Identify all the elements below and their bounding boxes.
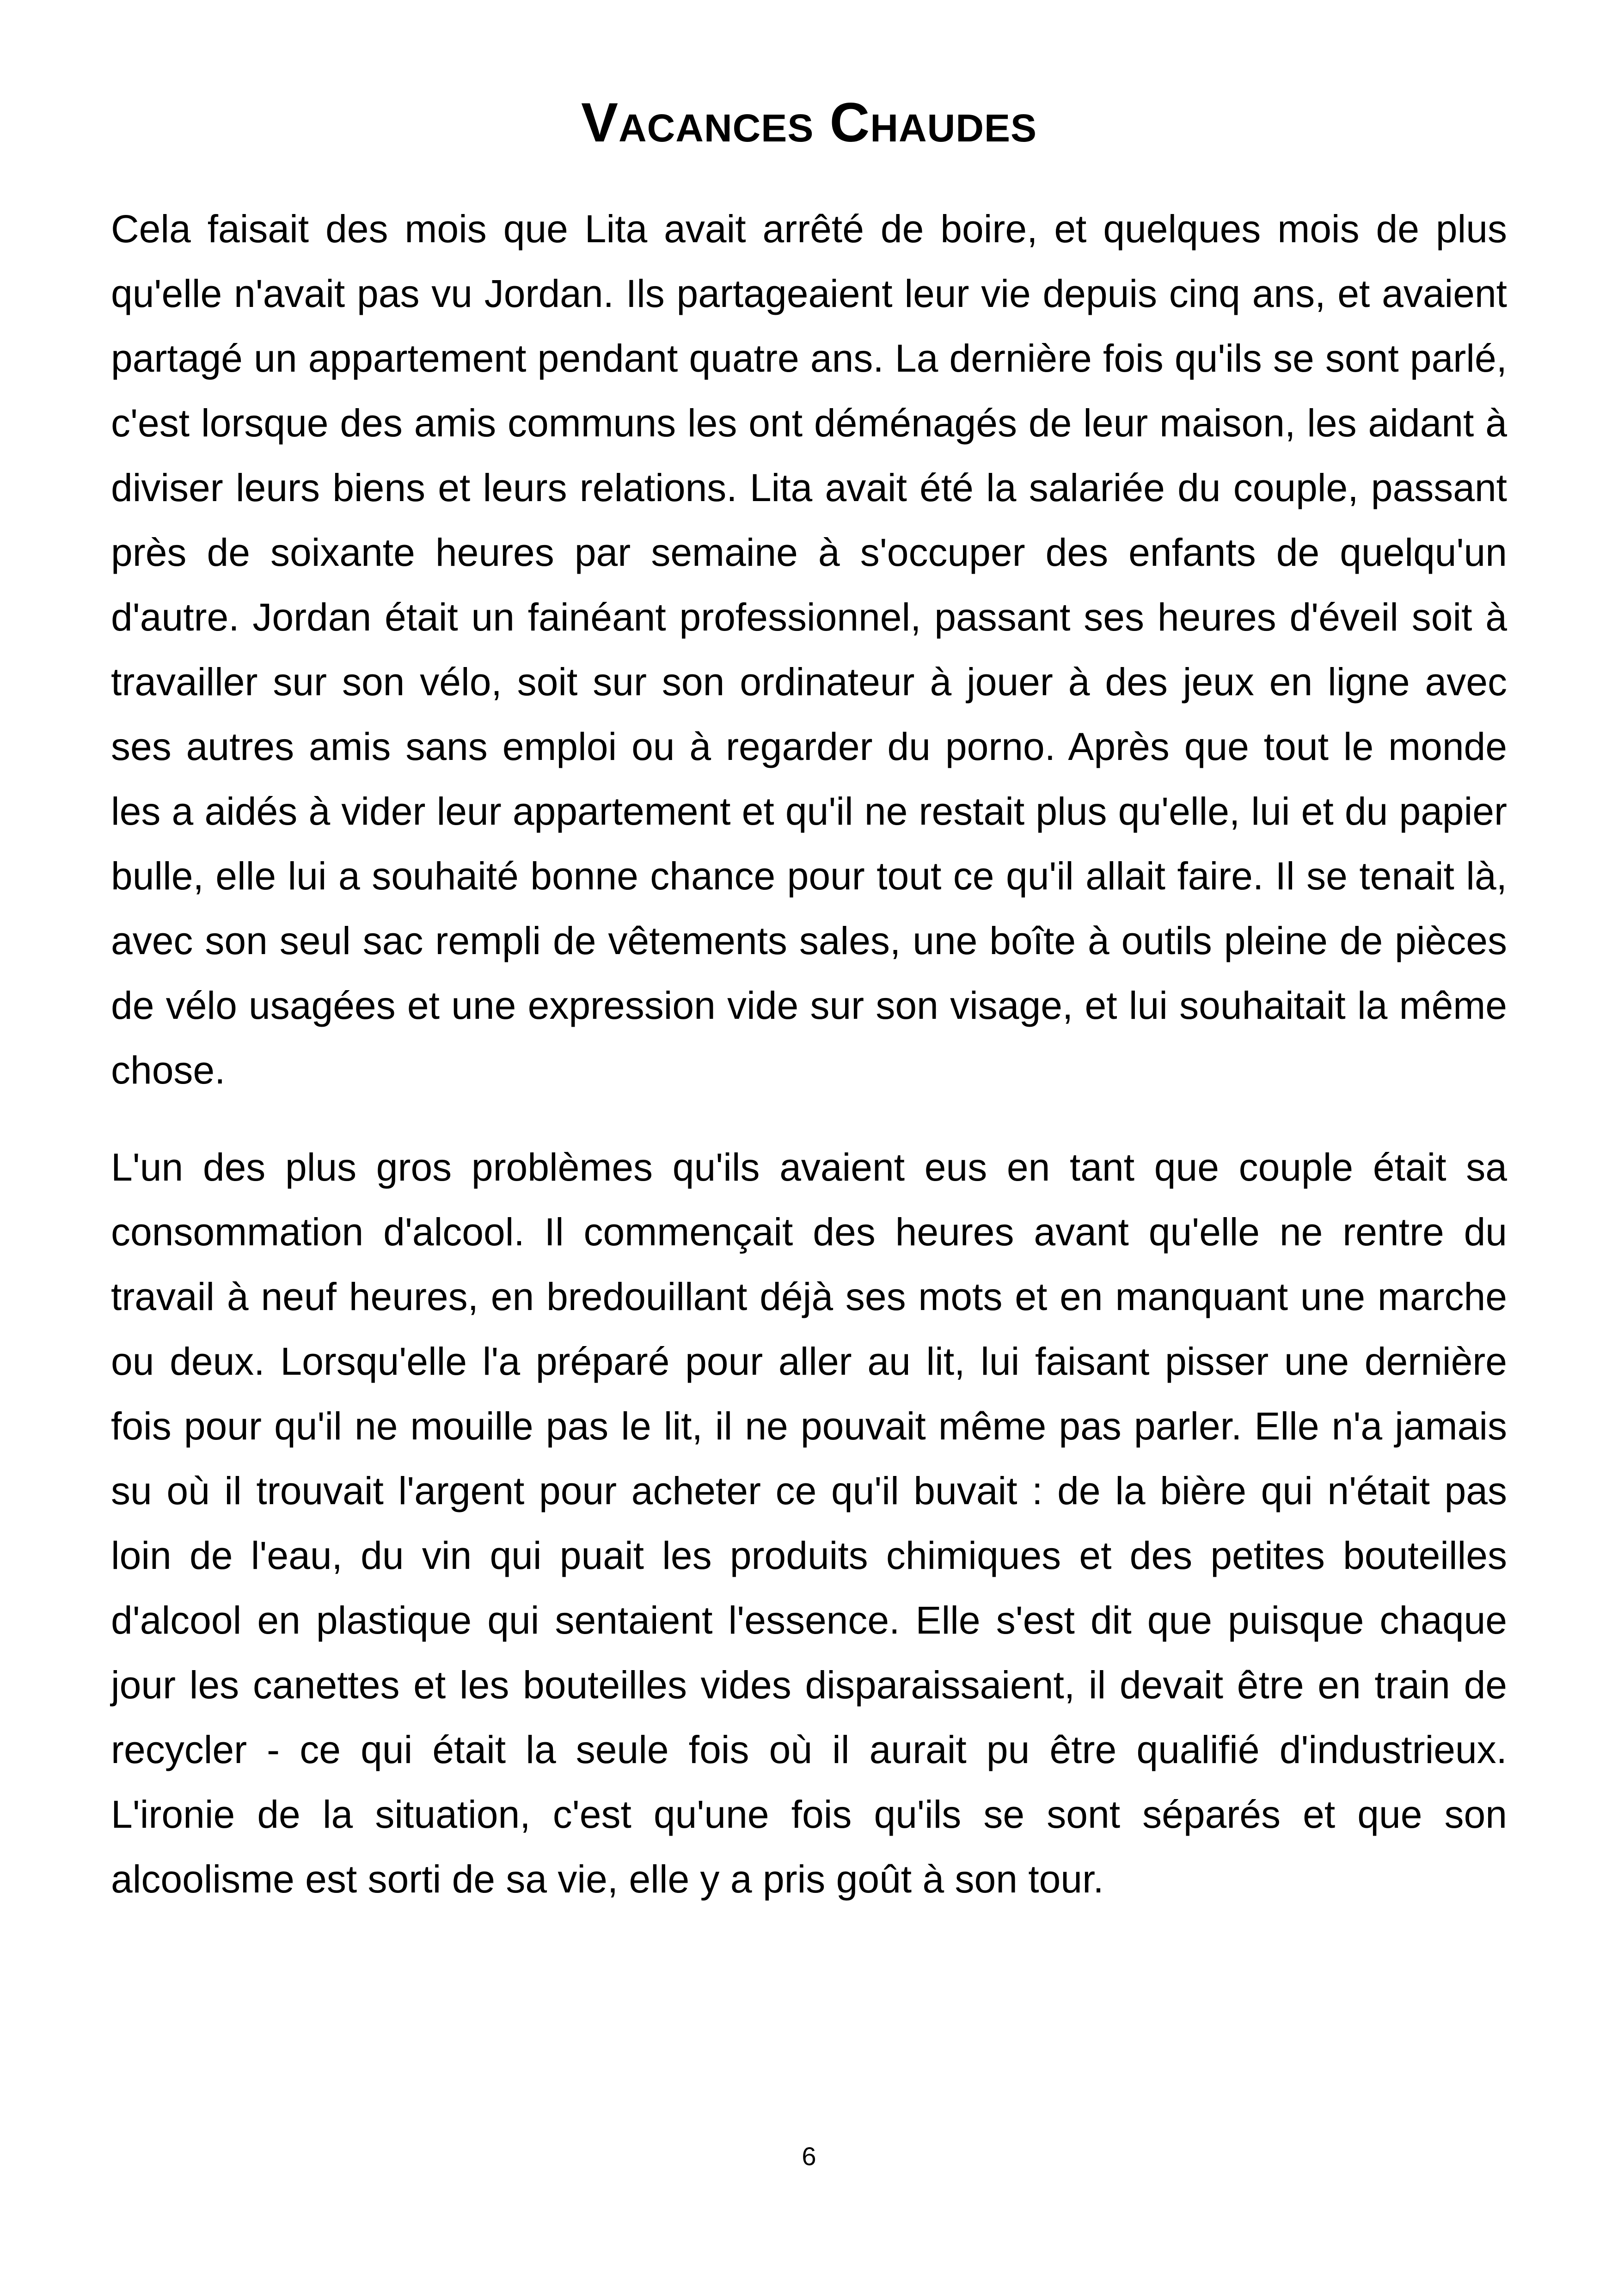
paragraph-1: Cela faisait des mois que Lita avait arrêté de boire, et quelques mois de plus qu'elle n'avait pas vu Jordan. Ils partageaient leur vie depuis cinq ans, et avaient partagé un appartement pendant quatre ans. La dernière fois qu'ils se sont parlé, c'est lorsque des amis communs les ont déménagés de leur maison, les aidant à diviser leurs biens et leurs relations. Lita avait été la salariée du couple, passant près de soixante heures par semaine à s'occuper des enfants de quelqu'un d'autre. Jordan était un fainéant professionnel, passant ses heures d'éveil soit à travailler sur son vélo, soit sur son ordinateur à jouer à des jeux en ligne avec ses autres amis sans emploi ou à regarder du porno. Après que tout le monde les a aidés à vider leur appartement et qu'il ne restait plus qu'elle, lui et du papier bulle, elle lui a souhaité bonne chance pour tout ce qu'il allait faire. Il se tenait là, avec son seul sac rempli de vêtements sales, une boîte à outils pleine de pièces de vélo usagées et une expression vide sur son visage, et lui souhaitait la même chose. xyxy=(111,207,1507,1092)
body-text xyxy=(111,196,1507,1911)
page-number: 6 xyxy=(802,2142,816,2171)
paragraph-2: L'un des plus gros problèmes qu'ils avaient eus en tant que couple était sa consommation d'alcool. Il commençait des heures avant qu'elle ne rentre du travail à neuf heures, en bredouillant déjà ses mots et en manquant une marche ou deux. Lorsqu'elle l'a préparé pour aller au lit, lui faisant pisser une dernière fois pour qu'il ne mouille pas le lit, il ne pouvait même pas parler. Elle n'a jamais su où il trouvait l'argent pour acheter ce qu'il buvait : de la bière qui n'était pas loin de l'eau, du vin qui puait les produits chimiques et des petites bouteilles d'alcool en plastique qui sentaient l'essence. Elle s'est dit que puisque chaque jour les canettes et les bouteilles vides disparaissaient, il devait être en train de recycler - ce qui était la seule fois où il aurait pu être qualifié d'industrieux. L'ironie de la situation, c'est qu'une fois qu'ils se sont séparés et que son alcoolisme est sorti de sa vie, elle y a pris goût à son tour. xyxy=(111,1145,1507,1901)
page-title: Vacances Chaudes xyxy=(581,92,1037,153)
